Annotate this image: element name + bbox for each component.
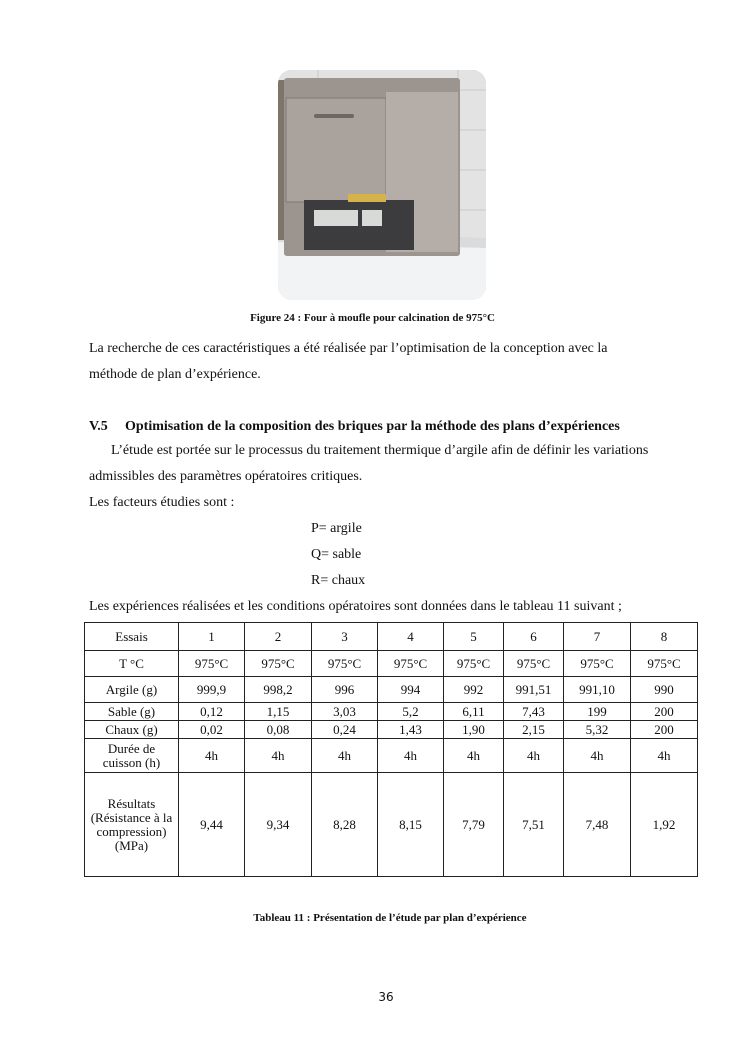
section-title: Optimisation de la composition des briques par la méthode des plans d’expériences [125,419,620,434]
paragraph-study-line-2: admissibles des paramètres opératoires critiques. [89,469,363,484]
table-cell: 1,92 [631,773,698,877]
table-cell: 7,79 [444,773,504,877]
table-cell: 5,2 [378,703,444,721]
table-cell: 975°C [245,651,312,677]
row-resultats [85,773,698,877]
table-cell: 4h [631,739,698,773]
table-cell: 1,43 [378,721,444,739]
row-label: T °C [85,651,179,677]
paragraph-study-line-4: Les expériences réalisées et les conditions opératoires sont données dans le tableau 11 suivant ; [89,599,622,614]
table-cell: 3,03 [312,703,378,721]
table-cell: 0,24 [312,721,378,739]
table-cell: 996 [312,677,378,703]
table-cell: 7,48 [564,773,631,877]
table-cell: 8,28 [312,773,378,877]
figure-caption: Figure 24 : Four à moufle pour calcination de 975°C [250,312,495,324]
table-cell: 0,08 [245,721,312,739]
row-essais [85,623,698,651]
table-cell: 975°C [631,651,698,677]
row-label: Argile (g) [85,677,179,703]
row-sable [85,703,698,721]
furnace-photo [278,70,486,300]
row-label: Résultats (Résistance à la compression) (MPa) [85,773,179,877]
table-cell: 4h [564,739,631,773]
table-cell: 0,12 [179,703,245,721]
table-cell: 975°C [504,651,564,677]
table-cell: 3 [312,623,378,651]
row-argile [85,677,698,703]
table-cell: 200 [631,703,698,721]
table-cell: 9,44 [179,773,245,877]
section-number: V.5 [89,419,108,434]
paragraph-study [89,438,699,620]
table-cell: 4h [179,739,245,773]
row-label: Durée de cuisson (h) [85,739,179,773]
table-cell: 1,15 [245,703,312,721]
experiment-table-body [85,623,698,877]
table-cell: 200 [631,721,698,739]
table-cell: 9,34 [245,773,312,877]
table-cell: 975°C [444,651,504,677]
table-cell: 8,15 [378,773,444,877]
table-cell: 5 [444,623,504,651]
table-cell: 992 [444,677,504,703]
table-cell: 4h [245,739,312,773]
factor-q: Q= sable [311,547,362,562]
experiment-table [84,622,698,877]
table-cell: 6,11 [444,703,504,721]
table-cell: 1 [179,623,245,651]
table-cell: 975°C [378,651,444,677]
paragraph-intro-line-2: méthode de plan d’expérience. [89,367,261,382]
row-temperature [85,651,698,677]
table-cell: 5,32 [564,721,631,739]
row-label: Sable (g) [85,703,179,721]
table-cell: 8 [631,623,698,651]
table-cell: 0,02 [179,721,245,739]
table-cell: 2 [245,623,312,651]
table-cell: 999,9 [179,677,245,703]
table-cell: 991,10 [564,677,631,703]
table-cell: 994 [378,677,444,703]
table-cell: 990 [631,677,698,703]
row-label: Chaux (g) [85,721,179,739]
table-cell: 998,2 [245,677,312,703]
table-cell: 1,90 [444,721,504,739]
table-cell: 4 [378,623,444,651]
row-chaux [85,721,698,739]
table-cell: 4h [504,739,564,773]
table-cell: 975°C [564,651,631,677]
factor-p: P= argile [311,521,362,536]
table-cell: 991,51 [504,677,564,703]
table-cell: 2,15 [504,721,564,739]
paragraph-intro [89,336,699,388]
section-heading [89,414,709,440]
row-duree [85,739,698,773]
table-cell: 4h [378,739,444,773]
factor-r: R= chaux [311,573,366,588]
table-cell: 975°C [312,651,378,677]
page-number: 36 [378,990,394,1004]
table-cell: 4h [312,739,378,773]
row-label: Essais [85,623,179,651]
table-cell: 199 [564,703,631,721]
furnace-illustration [278,70,486,300]
table-cell: 975°C [179,651,245,677]
table-cell: 6 [504,623,564,651]
table-cell: 7,51 [504,773,564,877]
table-cell: 7,43 [504,703,564,721]
paragraph-study-line-1: L’étude est portée sur le processus du traitement thermique d’argile afin de définir les variations [111,443,649,458]
paragraph-intro-line-1: La recherche de ces caractéristiques a été réalisée par l’optimisation de la conception avec la [89,341,608,356]
paragraph-study-line-3: Les facteurs étudies sont : [89,495,235,510]
table-cell: 7 [564,623,631,651]
table-caption: Tableau 11 : Présentation de l’étude par plan d’expérience [253,912,527,924]
table-cell: 4h [444,739,504,773]
